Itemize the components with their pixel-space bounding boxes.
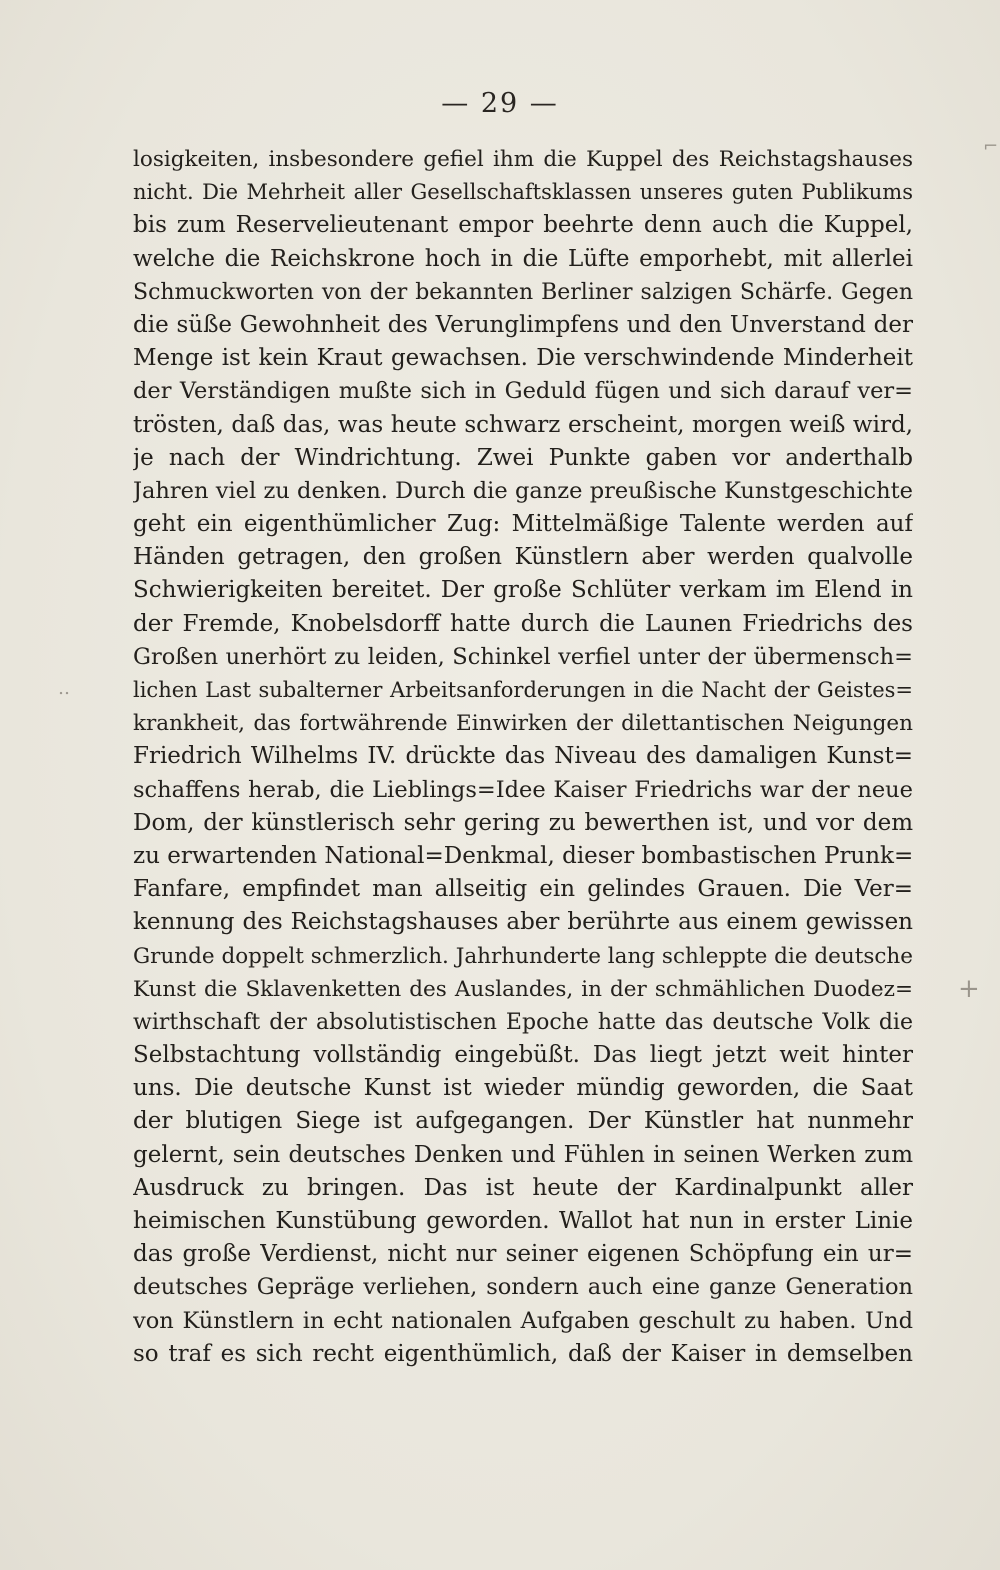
- text-line: wirthschaft der absolutistischen Epoche hatte das deutsche Volk die: [133, 1009, 913, 1035]
- text-line: Ausdruck zu bringen. Das ist heute der Kardinalpunkt aller: [133, 1174, 913, 1201]
- text-line: Schwierigkeiten bereitet. Der große Schlüter verkam im Elend in: [133, 577, 913, 604]
- text-line: heimischen Kunstübung geworden. Wallot hat nun in erster Linie: [133, 1208, 913, 1234]
- text-line: der Fremde, Knobelsdorff hatte durch die Launen Friedrichs des: [133, 610, 913, 637]
- text-line: die süße Gewohnheit des Verunglimpfens und den Unverstand der: [133, 311, 913, 338]
- text-line: zu erwartenden National=Denkmal, dieser bombastischen Prunk=: [133, 842, 913, 869]
- page-number: — 29 —: [441, 88, 559, 119]
- text-line: der Verständigen mußte sich in Geduld fügen und sich darauf ver=: [133, 378, 913, 405]
- text-line: Händen getragen, den großen Künstlern aber werden qualvolle: [133, 544, 913, 571]
- text-line: der blutigen Siege ist aufgegangen. Der Künstler hat nunmehr: [133, 1108, 913, 1135]
- text-line: Großen unerhört zu leiden, Schinkel verfiel unter der übermensch=: [133, 643, 913, 670]
- text-line: so traf es sich recht eigenthümlich, daß der Kaiser in demselben: [133, 1340, 913, 1367]
- text-line: Dom, der künstlerisch sehr gering zu bewerthen ist, und vor dem: [133, 809, 913, 836]
- text-line: kennung des Reichstagshauses aber berührte aus einem gewissen: [133, 909, 913, 936]
- text-line: Kunst die Sklavenketten des Auslandes, in der schmählichen Duodez=: [133, 976, 913, 1002]
- margin-pencil-mark-right: +: [958, 974, 980, 1004]
- text-line: das große Verdienst, nicht nur seiner eigenen Schöpfung ein ur=: [133, 1241, 913, 1268]
- text-line: krankheit, das fortwährende Einwirken der dilettantischen Neigungen: [133, 711, 913, 737]
- text-line: Friedrich Wilhelms IV. drückte das Niveau des damaligen Kunst=: [133, 743, 913, 770]
- text-line: Fanfare, empfindet man allseitig ein gelindes Grauen. Die Ver=: [133, 876, 913, 903]
- text-line: welche die Reichskrone hoch in die Lüfte emporhebt, mit allerlei: [133, 245, 913, 272]
- text-line: lichen Last subalterner Arbeitsanforderungen in die Nacht der Geistes=: [133, 678, 913, 702]
- margin-pencil-mark-top: ⌐: [983, 136, 999, 157]
- text-line: losigkeiten, insbesondere gefiel ihm die Kuppel des Reichstagshauses: [133, 147, 913, 172]
- text-line: Jahren viel zu denken. Durch die ganze preußische Kunstgeschichte: [133, 477, 913, 504]
- text-line: uns. Die deutsche Kunst ist wieder mündig geworden, die Saat: [133, 1075, 913, 1102]
- text-line: gelernt, sein deutsches Denken und Fühlen in seinen Werken zum: [133, 1141, 913, 1168]
- text-line: geht ein eigenthümlicher Zug: Mittelmäßige Talente werden auf: [133, 511, 913, 538]
- text-line: Menge ist kein Kraut gewachsen. Die verschwindende Minderheit: [133, 345, 913, 372]
- text-line: Selbstachtung vollständig eingebüßt. Das liegt jetzt weit hinter: [133, 1042, 913, 1069]
- text-line: nicht. Die Mehrheit aller Gesellschaftsklassen unseres guten Publikums: [133, 180, 913, 205]
- text-line: deutsches Gepräge verliehen, sondern auch eine ganze Generation: [133, 1274, 913, 1301]
- text-line: von Künstlern in echt nationalen Aufgaben geschult zu haben. Und: [133, 1307, 913, 1334]
- text-line: je nach der Windrichtung. Zwei Punkte gaben vor anderthalb: [133, 444, 913, 471]
- text-line: bis zum Reservelieutenant empor beehrte denn auch die Kuppel,: [133, 212, 913, 239]
- text-line: schaffens herab, die Lieblings=Idee Kaiser Friedrichs war der neue: [133, 776, 913, 803]
- text-line: trösten, daß das, was heute schwarz erscheint, morgen weiß wird,: [133, 411, 913, 438]
- text-line: Schmuckworten von der bekannten Berliner salzigen Schärfe. Gegen: [133, 279, 913, 305]
- body-text: [133, 143, 913, 1371]
- text-line: Grunde doppelt schmerzlich. Jahrhunderte lang schleppte die deutsche: [133, 943, 913, 969]
- margin-pencil-mark-left: ‥: [58, 678, 71, 699]
